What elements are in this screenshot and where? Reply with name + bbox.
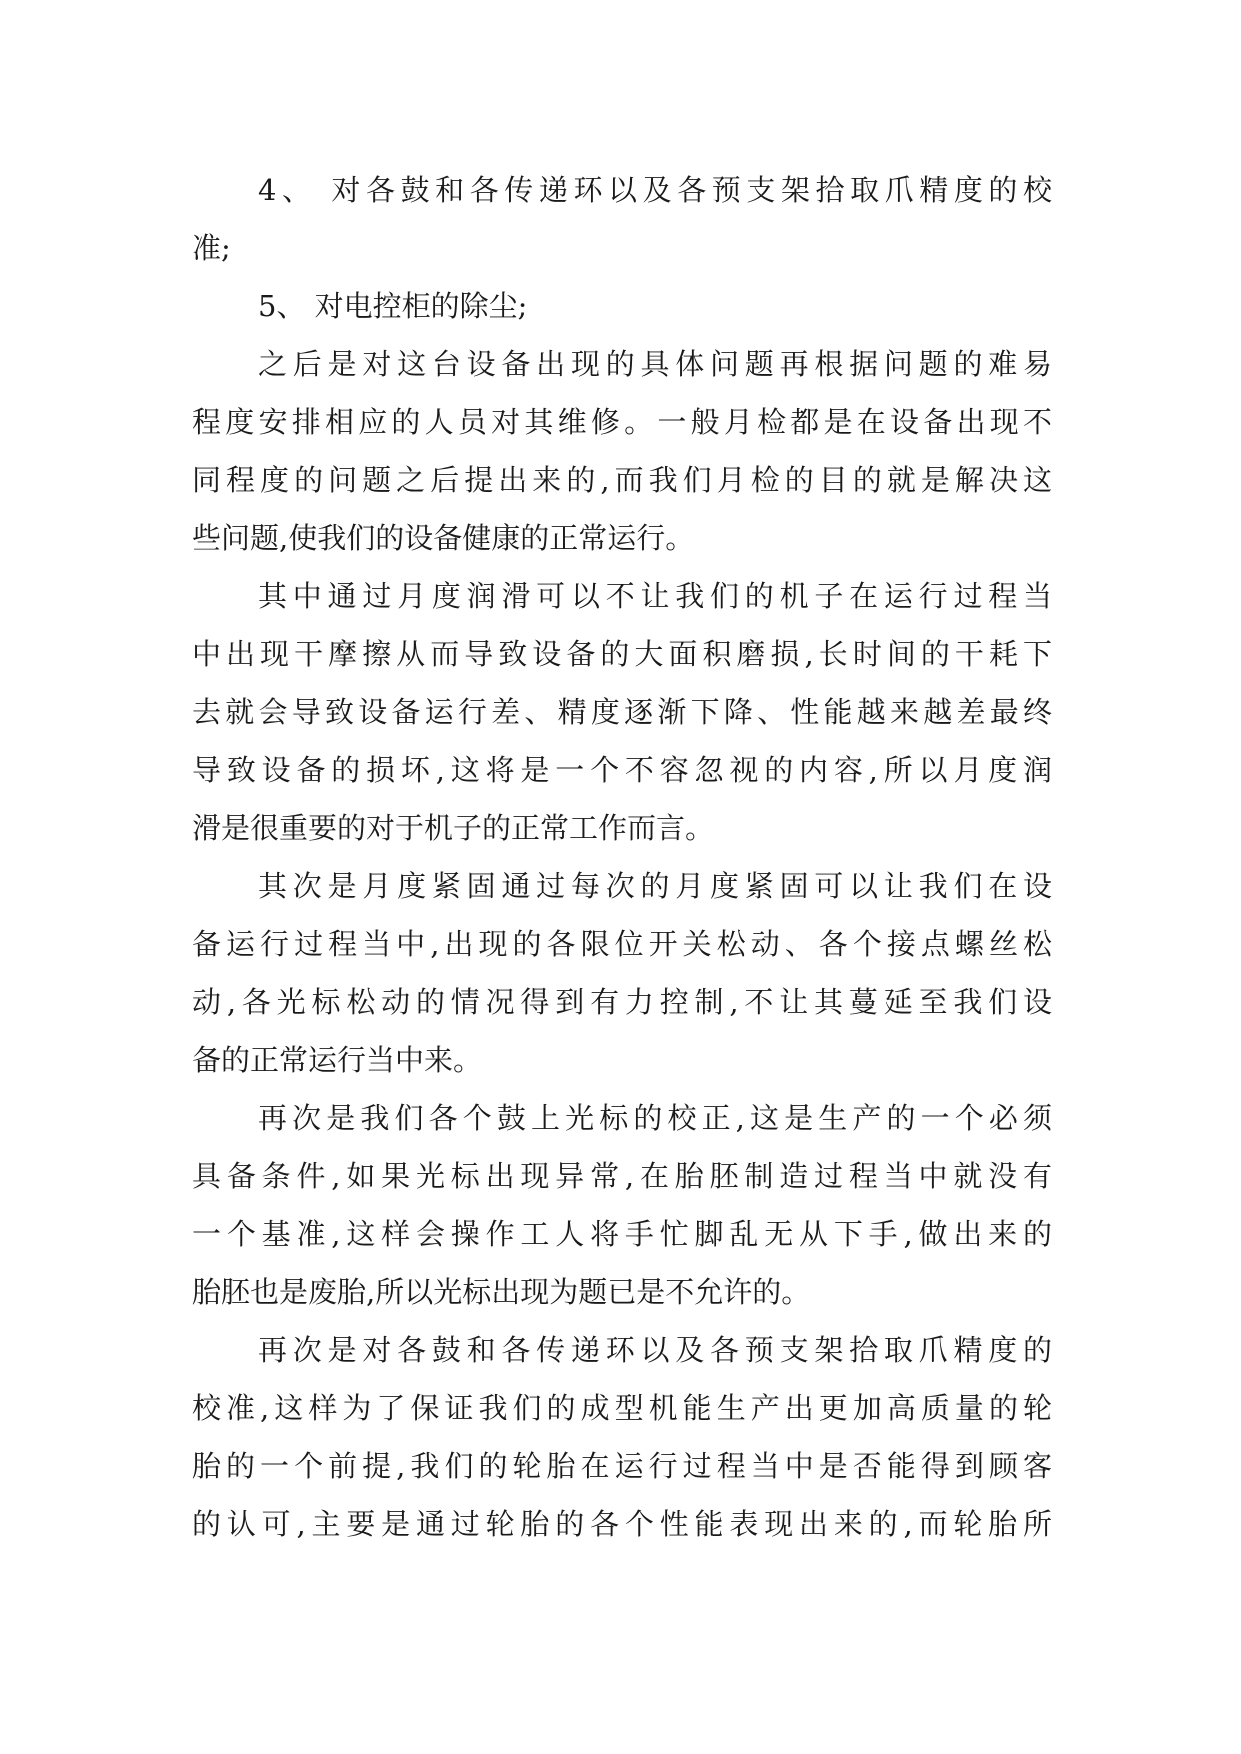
text-line: 具备条件,如果光标出现异常,在胎胚制造过程当中就没有 (192, 1159, 1052, 1193)
text-line: 4、 对各鼓和各传递环以及各预支架拾取爪精度的校 (258, 173, 1052, 207)
text-line: 一个基准,这样会操作工人将手忙脚乱无从下手,做出来的 (192, 1217, 1052, 1251)
text-line: 准; (192, 231, 231, 265)
text-line: 去就会导致设备运行差、精度逐渐下降、性能越来越差最终 (192, 695, 1052, 729)
text-line: 同程度的问题之后提出来的,而我们月检的目的就是解决这 (192, 463, 1052, 497)
text-line: 胎的一个前提,我们的轮胎在运行过程当中是否能得到顾客 (192, 1449, 1052, 1483)
text-line: 再次是对各鼓和各传递环以及各预支架拾取爪精度的 (258, 1333, 1052, 1367)
text-line: 中出现干摩擦从而导致设备的大面积磨损,长时间的干耗下 (192, 637, 1052, 671)
document-body (192, 161, 1052, 1553)
text-line: 5、 对电控柜的除尘; (258, 289, 528, 323)
text-line: 其次是月度紧固通过每次的月度紧固可以让我们在设 (258, 869, 1052, 903)
text-line: 的认可,主要是通过轮胎的各个性能表现出来的,而轮胎所 (192, 1507, 1052, 1541)
text-line: 些问题,使我们的设备健康的正常运行。 (192, 521, 695, 555)
text-line: 备的正常运行当中来。 (192, 1043, 483, 1077)
text-line: 其中通过月度润滑可以不让我们的机子在运行过程当 (258, 579, 1052, 613)
text-line: 之后是对这台设备出现的具体问题再根据问题的难易 (258, 347, 1052, 381)
text-line: 再次是我们各个鼓上光标的校正,这是生产的一个必须 (258, 1101, 1052, 1135)
text-line: 校准,这样为了保证我们的成型机能生产出更加高质量的轮 (192, 1391, 1052, 1425)
text-line: 动,各光标松动的情况得到有力控制,不让其蔓延至我们设 (192, 985, 1052, 1019)
text-line: 备运行过程当中,出现的各限位开关松动、各个接点螺丝松 (192, 927, 1052, 961)
text-line: 胎胚也是废胎,所以光标出现为题已是不允许的。 (192, 1275, 811, 1309)
text-line: 程度安排相应的人员对其维修。一般月检都是在设备出现不 (192, 405, 1052, 439)
text-line: 滑是很重要的对于机子的正常工作而言。 (192, 811, 715, 845)
text-line: 导致设备的损坏,这将是一个不容忽视的内容,所以月度润 (192, 753, 1052, 787)
